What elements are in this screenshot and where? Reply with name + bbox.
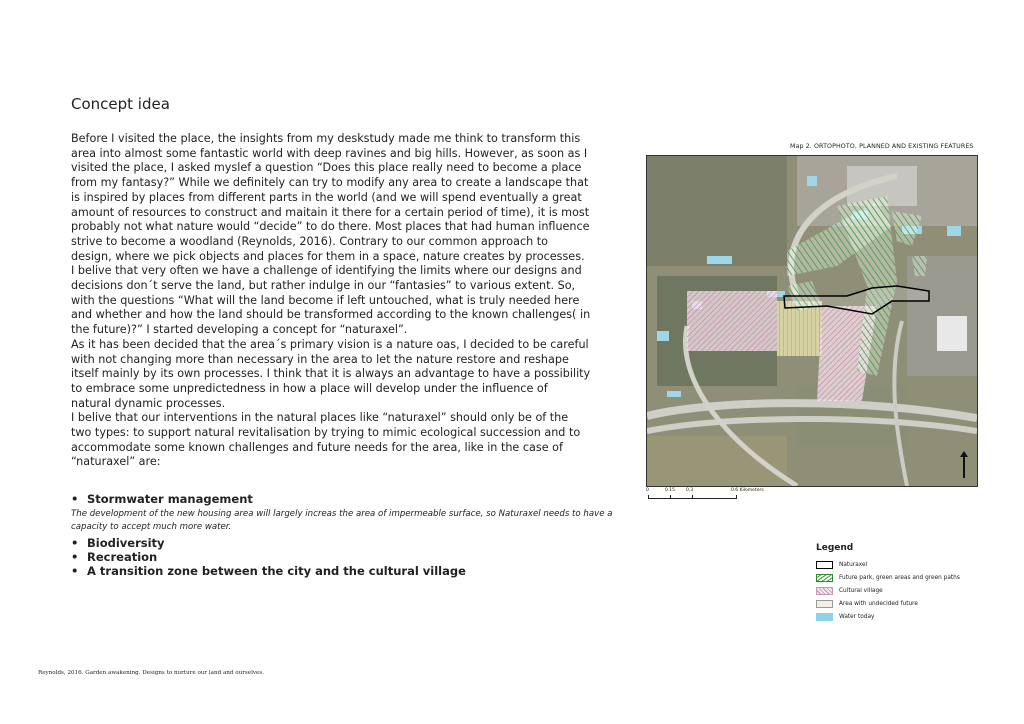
list-item: • Biodiversity (71, 536, 165, 550)
bullet-icon: • (71, 536, 79, 550)
naturaxel-swatch-icon (816, 561, 833, 569)
page-title: Concept idea (71, 95, 170, 113)
legend-item: Naturaxel (816, 558, 1006, 571)
pink-hatch-swatch-icon (816, 587, 833, 595)
paragraph: As it has been decided that the area´s primary vision is a nature oas, I decided to be careful with not changing more than necessary in the area to let the nature restore and reshape itself mainly by its own processes. I think that it is always an advantage to have a possibility to embrace some unpredictedness in how a place will develop under the influence of natural dynamic processes. (71, 337, 591, 410)
map-title: Map 2. ORTOPHOTO, PLANNED AND EXISTING FEATURES (790, 143, 974, 150)
legend-title: Legend (816, 543, 854, 553)
north-arrow-icon (963, 456, 965, 478)
legend (816, 543, 1006, 623)
concept-text (71, 132, 591, 470)
green-hatch-swatch-icon (816, 574, 833, 582)
scale-bar: 0 0.15 0.3 0.6 Kilometers (646, 488, 776, 508)
list-item: • Recreation (71, 550, 158, 564)
bullet-list (71, 492, 631, 578)
water-swatch-icon (816, 613, 833, 621)
list-item: • A transition zone between the city and the cultural village (71, 564, 466, 578)
bullet-icon: • (71, 550, 79, 564)
bullet-note: The development of the new housing area will largely increas the area of impermeable surface, so Naturaxel needs to have a capacity to accept much more water. (71, 509, 613, 532)
reference: Reynolds, 2016. Garden awakening. Designs to nurture our land and ourselves. (38, 670, 264, 676)
paragraph: I belive that our interventions in the natural places like “naturaxel” should only be of the two types: to support natural revitalisation by trying to mimic ecological succession and to accommodate some known challenges and future needs for the area, like in the case of “naturaxel” are: (71, 411, 581, 469)
paragraph: Before I visited the place, the insights from my deskstudy made me think to transform this area into almost some fantastic world with deep ravines and big hills. However, as soon as I visited the place, I asked myslef a question “Does this place really need to become a place from my fantasy?” While we definitely can try to modify any area to create a landscape that is inspired by places from different parts in the world (and we will spend eventually a great amount of resources to construct and maitain it there for a certain period of time), it is most probably not what nature would “decide” to do there. Most places that had human influence strive to become a woodland (Reynolds, 2016). Contrary to our common approach to design, where we pick objects and places for them in a space, nature creates by processes. I belive that very often we have a challenge of identifying the limits where our designs and decisions don´t serve the land, but rather indulge in our “fantasies” to various extent. So, with the questions “What will the land become if left untouched, what is truly needed here and whether and how the land should be transformed according to the known challenges( in the future)?” I started developing a concept for “naturaxel”. (71, 132, 591, 337)
ortophoto-map (646, 155, 978, 487)
bullet-icon: • (71, 564, 79, 578)
undecided-swatch-icon (816, 600, 833, 608)
list-item: • Stormwater management (71, 492, 253, 506)
legend-item: Future park, green areas and green paths (816, 571, 1006, 584)
legend-item: Area with undecided future (816, 597, 1006, 610)
legend-item: Cultural village (816, 584, 1006, 597)
legend-item: Water today (816, 610, 1006, 623)
bullet-icon: • (71, 492, 79, 506)
